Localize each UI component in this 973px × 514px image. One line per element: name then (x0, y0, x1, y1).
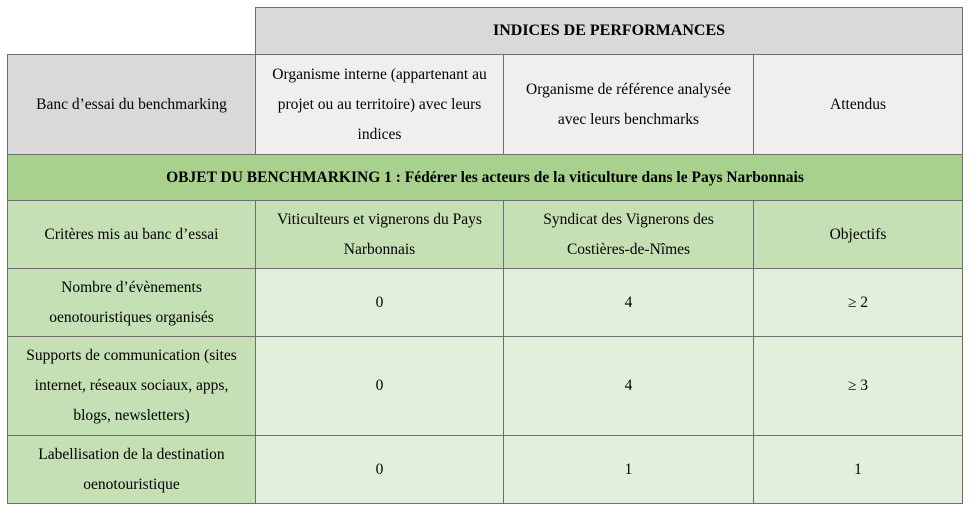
benchmark-objective: OBJET DU BENCHMARKING 1 : Fédérer les acteurs de la viticulture dans le Pays Narbonnais (8, 155, 963, 201)
header-attendus: Attendus (754, 55, 963, 155)
header-organisme-interne: Organisme interne (appartenant au projet ou au territoire) avec leurs indices (256, 55, 504, 155)
objective-value-cell: ≥ 3 (754, 337, 963, 436)
reference-value-cell: 1 (504, 436, 754, 504)
subheader-row (8, 201, 963, 269)
criterion-cell: Nombre d’évènements oenotouristiques organisés (8, 269, 256, 337)
internal-value-cell: 0 (256, 436, 504, 504)
criterion-cell: Supports de communication (sites internet, réseaux sociaux, apps, blogs, newsletters) (8, 337, 256, 436)
header-row (8, 55, 963, 155)
reference-value-cell: 4 (504, 337, 754, 436)
header-organisme-reference: Organisme de référence analysée avec leurs benchmarks (504, 55, 754, 155)
table-row (8, 337, 963, 436)
subheader-criteres: Critères mis au banc d’essai (8, 201, 256, 269)
internal-value-cell: 0 (256, 337, 504, 436)
subheader-objectifs: Objectifs (754, 201, 963, 269)
objective-value-cell: ≥ 2 (754, 269, 963, 337)
objet-row (8, 155, 963, 201)
subheader-interne: Viticulteurs et vignerons du Pays Narbonnais (256, 201, 504, 269)
table-row (8, 436, 963, 504)
benchmark-table (7, 7, 963, 504)
header-banc-essai: Banc d’essai du benchmarking (8, 55, 256, 155)
subheader-reference: Syndicat des Vignerons des Costières-de-Nîmes (504, 201, 754, 269)
objective-value-cell: 1 (754, 436, 963, 504)
performance-title: INDICES DE PERFORMANCES (256, 8, 963, 55)
criterion-cell: Labellisation de la destination oenotouristique (8, 436, 256, 504)
reference-value-cell: 4 (504, 269, 754, 337)
table-row (8, 269, 963, 337)
internal-value-cell: 0 (256, 269, 504, 337)
title-row (8, 8, 963, 55)
empty-corner-cell (8, 8, 256, 55)
